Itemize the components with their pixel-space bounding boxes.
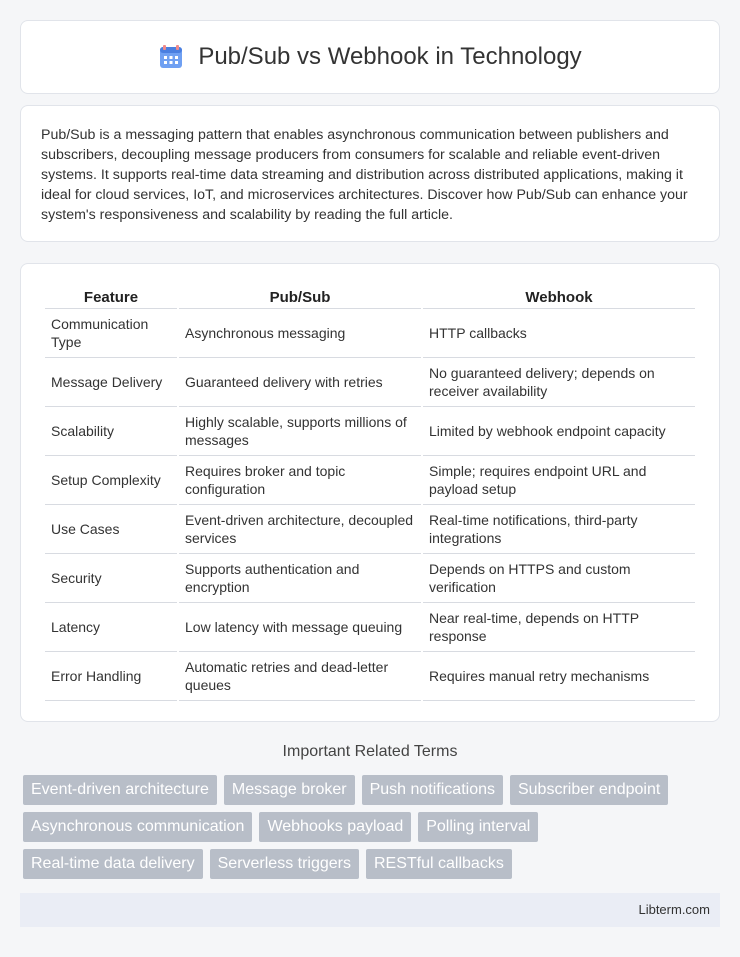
webhook-cell: HTTP callbacks	[423, 309, 695, 358]
table-row	[45, 505, 695, 554]
intro-text: Pub/Sub is a messaging pattern that enables asynchronous communication between publishers and subscribers, decoupling message producers from consumers for scalable and reliable event-driven systems. It supports real-time data streaming and distribution across distributed applications, making it ideal for cloud services, IoT, and microservices architectures. Discover how Pub/Sub can enhance your system's responsiveness and scalability by reading the full article.	[41, 127, 688, 223]
column-header-feature: Feature	[45, 284, 177, 309]
webhook-cell: Requires manual retry mechanisms	[423, 652, 695, 701]
table-header-row	[45, 284, 695, 309]
term-tag[interactable]: Subscriber endpoint	[510, 775, 668, 805]
pubsub-cell: Automatic retries and dead-letter queues	[179, 652, 421, 701]
table-row	[45, 456, 695, 505]
webhook-cell: Simple; requires endpoint URL and payload setup	[423, 456, 695, 505]
comparison-card	[20, 263, 720, 722]
table-row	[45, 407, 695, 456]
footer-link[interactable]: Libterm.com	[638, 902, 710, 917]
intro-card	[20, 105, 720, 242]
term-row	[23, 849, 723, 879]
feature-cell: Communication Type	[45, 309, 177, 358]
column-header-pubsub: Pub/Sub	[179, 284, 421, 309]
term-tag[interactable]: Polling interval	[418, 812, 538, 842]
term-tag[interactable]: Asynchronous communication	[23, 812, 252, 842]
feature-cell: Latency	[45, 603, 177, 652]
term-tag[interactable]: Push notifications	[362, 775, 503, 805]
comparison-table	[43, 284, 697, 701]
table-row	[45, 603, 695, 652]
related-terms-title: Important Related Terms	[282, 743, 458, 760]
table-row	[45, 554, 695, 603]
pubsub-cell: Requires broker and topic configuration	[179, 456, 421, 505]
page-title: Pub/Sub vs Webhook in Technology	[198, 43, 582, 70]
table-row	[45, 652, 695, 701]
pubsub-cell: Supports authentication and encryption	[179, 554, 421, 603]
term-tag[interactable]: Real-time data delivery	[23, 849, 203, 879]
term-tag[interactable]: RESTful callbacks	[366, 849, 512, 879]
feature-cell: Scalability	[45, 407, 177, 456]
table-row	[45, 358, 695, 407]
pubsub-cell: Highly scalable, supports millions of messages	[179, 407, 421, 456]
term-tag[interactable]: Webhooks payload	[259, 812, 411, 842]
feature-cell: Setup Complexity	[45, 456, 177, 505]
calendar-icon	[158, 44, 184, 70]
table-row	[45, 309, 695, 358]
feature-cell: Use Cases	[45, 505, 177, 554]
pubsub-cell: Event-driven architecture, decoupled services	[179, 505, 421, 554]
webhook-cell: No guaranteed delivery; depends on receiver availability	[423, 358, 695, 407]
term-tag[interactable]: Message broker	[224, 775, 355, 805]
footer	[20, 893, 720, 927]
pubsub-cell: Guaranteed delivery with retries	[179, 358, 421, 407]
term-tag[interactable]: Serverless triggers	[210, 849, 359, 879]
feature-cell: Security	[45, 554, 177, 603]
title-card	[20, 20, 720, 94]
term-tag[interactable]: Event-driven architecture	[23, 775, 217, 805]
term-row	[23, 812, 723, 842]
feature-cell: Error Handling	[45, 652, 177, 701]
pubsub-cell: Asynchronous messaging	[179, 309, 421, 358]
column-header-webhook: Webhook	[423, 284, 695, 309]
webhook-cell: Real-time notifications, third-party integrations	[423, 505, 695, 554]
related-terms	[23, 775, 723, 886]
webhook-cell: Depends on HTTPS and custom verification	[423, 554, 695, 603]
term-row	[23, 775, 723, 805]
webhook-cell: Near real-time, depends on HTTP response	[423, 603, 695, 652]
pubsub-cell: Low latency with message queuing	[179, 603, 421, 652]
webhook-cell: Limited by webhook endpoint capacity	[423, 407, 695, 456]
feature-cell: Message Delivery	[45, 358, 177, 407]
